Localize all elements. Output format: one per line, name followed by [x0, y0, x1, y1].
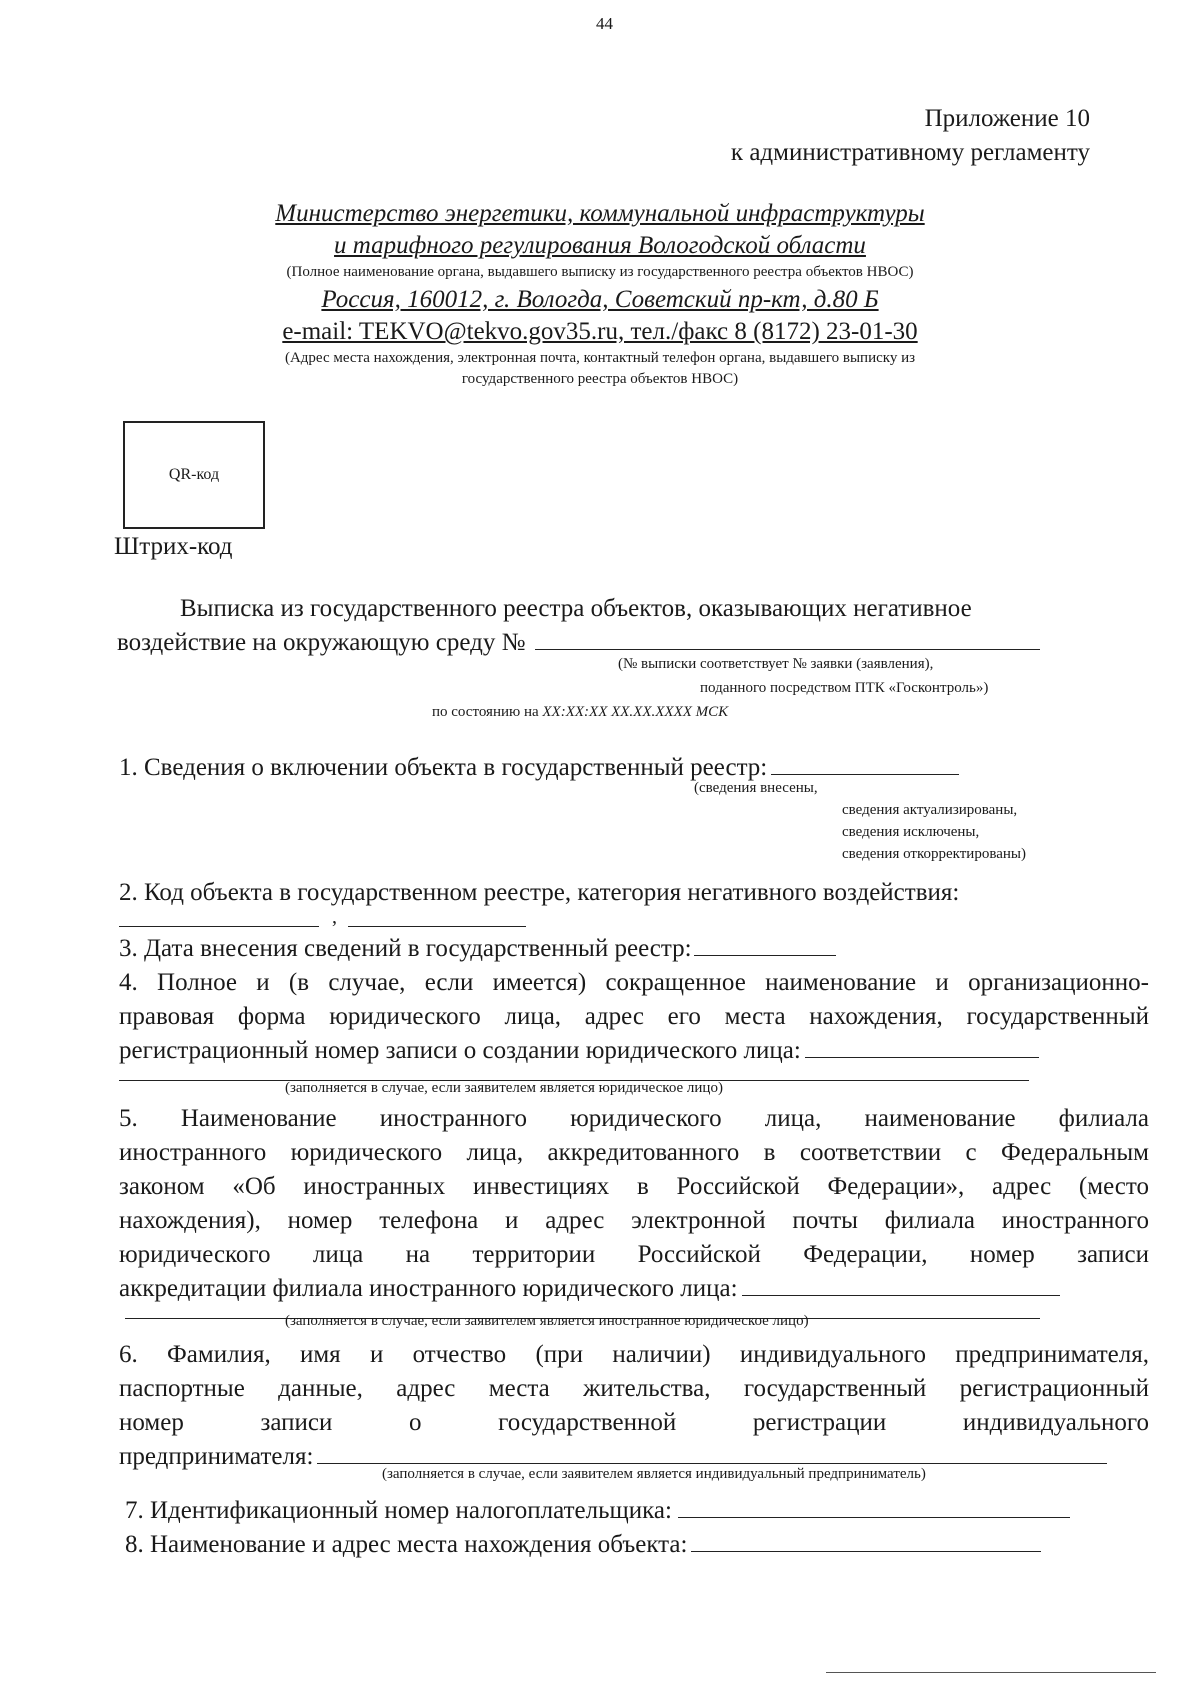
- barcode-label: Штрих-код: [114, 533, 233, 560]
- qr-code-placeholder: [123, 421, 265, 529]
- appendix-line-2: к административному регламенту: [730, 139, 1090, 166]
- section-7-blank: [678, 1516, 1070, 1518]
- address-caption-2: государственного реестра объектов НВОС): [461, 371, 739, 387]
- section-6-blank: [317, 1462, 1107, 1464]
- section-4-line-2: правовая форма юридического лица, адрес его места нахождения, государственный: [119, 1003, 1149, 1030]
- section-5-blank: [742, 1294, 1060, 1296]
- page-number: 44: [596, 14, 613, 33]
- section-1-blank: [771, 773, 959, 775]
- appendix-line-1: Приложение 10: [924, 105, 1090, 132]
- section-2-code-blank: [119, 926, 319, 927]
- section-5-line-6-text: аккредитации филиала иностранного юридического лица:: [119, 1275, 738, 1302]
- state-value: XX:XX:XX XX.XX.XXXX МСК: [542, 704, 729, 720]
- section-5-line-1: 5. Наименование иностранного юридического лица, наименование филиала: [119, 1105, 1149, 1132]
- footer-rule: [826, 1672, 1156, 1673]
- section-1-option-3: сведения исключены,: [842, 824, 980, 840]
- state-prefix: по состоянию на: [432, 704, 539, 720]
- section-6-caption: (заполняется в случае, если заявителем является индивидуальный предприниматель): [382, 1466, 926, 1482]
- appendix-header: [731, 102, 1090, 170]
- title-note-1: (№ выписки соответствует № заявки (заявления),: [618, 656, 934, 672]
- title-line-1: Выписка из государственного реестра объектов, оказывающих негативное: [180, 595, 972, 622]
- section-1-text: 1. Сведения о включении объекта в государственный реестр:: [119, 754, 768, 781]
- section-1-option-2: сведения актуализированы,: [842, 802, 1018, 818]
- extract-number-blank: [535, 648, 1040, 650]
- org-name-line-2: и тарифного регулирования Вологодской области: [334, 232, 866, 259]
- section-6-line-1: 6. Фамилия, имя и отчество (при наличии) индивидуального предпринимателя,: [119, 1341, 1149, 1368]
- section-4-blank: [805, 1056, 1039, 1058]
- section-8: [125, 1528, 1041, 1562]
- section-1: [119, 751, 959, 785]
- section-3: [119, 932, 836, 966]
- section-3-blank: [694, 954, 836, 956]
- section-2-category-blank: [348, 926, 526, 927]
- section-2-text: 2. Код объекта в государственном реестре, категория негативного воздействия:: [119, 879, 960, 906]
- org-contacts: e-mail: TEKVO@tekvo.gov35.ru, тел./факс 8 (8172) 23-01-30: [282, 318, 918, 345]
- section-7: [125, 1494, 1070, 1528]
- org-address: Россия, 160012, г. Вологда, Советский пр-кт, д.80 Б: [321, 286, 879, 313]
- section-1-option-1: (сведения внесены,: [694, 780, 818, 796]
- section-6-line-4-text: предпринимателя:: [119, 1443, 314, 1470]
- section-1-option-4: сведения откорректированы): [842, 846, 1026, 862]
- section-7-text: 7. Идентификационный номер налогоплательщика:: [125, 1497, 672, 1524]
- section-3-text: 3. Дата внесения сведений в государственный реестр:: [119, 935, 692, 962]
- section-5-caption: (заполняется в случае, если заявителем является иностранное юридическое лицо): [285, 1313, 809, 1329]
- section-4-line-3-text: регистрационный номер записи о создании юридического лица:: [119, 1037, 801, 1064]
- qr-code-label: QR-код: [168, 466, 220, 483]
- org-name-line-1: Министерство энергетики, коммунальной инфраструктуры: [275, 200, 925, 227]
- section-5-line-5: юридического лица на территории Российской Федерации, номер записи: [119, 1241, 1149, 1268]
- org-caption: (Полное наименование органа, выдавшего выписку из государственного реестра объектов НВОС): [286, 264, 914, 280]
- section-5-line-6: [119, 1272, 1149, 1306]
- section-5-line-3: законом «Об иностранных инвестициях в Российской Федерации», адрес (место: [119, 1173, 1149, 1200]
- section-8-text: 8. Наименование и адрес места нахождения объекта:: [125, 1531, 688, 1558]
- section-2-separator: ,: [332, 906, 337, 928]
- state-line: [432, 704, 728, 721]
- section-6-line-3: номер записи о государственной регистрации индивидуального: [119, 1409, 1149, 1436]
- section-8-blank: [691, 1550, 1041, 1552]
- title-line-2: [117, 626, 1040, 660]
- section-6-line-2: паспортные данные, адрес места жительства, государственный регистрационный: [119, 1375, 1149, 1402]
- title-line-2-text: воздействие на окружающую среду №: [117, 629, 526, 656]
- section-4-line-3: [119, 1034, 1149, 1068]
- section-4: [119, 966, 1149, 1068]
- section-6: [119, 1338, 1149, 1474]
- section-4-line-1: 4. Полное и (в случае, если имеется) сокращенное наименование и организационно-: [119, 969, 1149, 996]
- title-note-2: поданного посредством ПТК «Госконтроль»): [700, 680, 989, 696]
- section-5-line-2: иностранного юридического лица, аккредитованного в соответствии с Федеральным: [119, 1139, 1149, 1166]
- section-5-line-4: нахождения), номер телефона и адрес электронной почты филиала иностранного: [119, 1207, 1149, 1234]
- address-caption-1: (Адрес места нахождения, электронная почта, контактный телефон органа, выдавшего выписку из: [284, 350, 916, 366]
- section-4-caption: (заполняется в случае, если заявителем является юридическое лицо): [285, 1080, 723, 1096]
- section-5: [119, 1102, 1149, 1306]
